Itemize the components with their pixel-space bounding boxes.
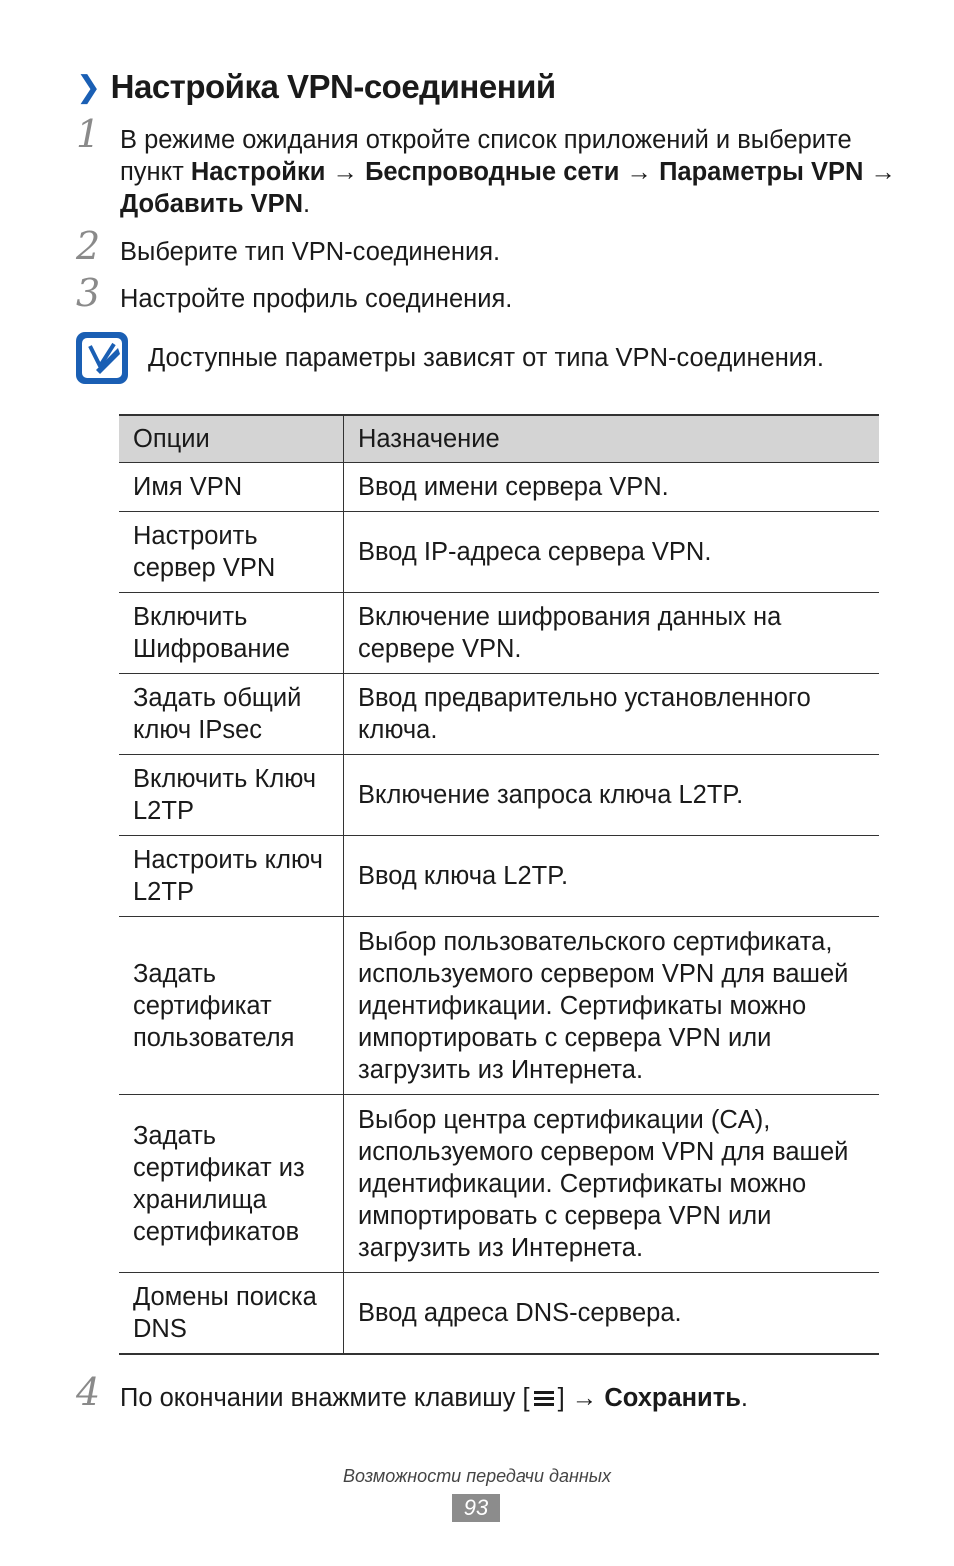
step-number: 4	[76, 1370, 101, 1414]
arrow: →	[863, 158, 897, 186]
table-row	[119, 917, 879, 1095]
step-text-end: .	[740, 1384, 748, 1412]
step-text: Выберите тип VPN-соединения.	[120, 238, 501, 266]
table-row	[119, 463, 879, 512]
step-4	[76, 1370, 896, 1414]
menu-path-vpn-settings: Параметры VPN	[659, 158, 864, 186]
step-text-part: По окончании внажмите клавишу [	[120, 1384, 530, 1412]
table-row	[119, 1095, 879, 1273]
title-text: Настройка VPN-соединений	[110, 68, 556, 105]
step-text	[120, 124, 896, 220]
arrow: →	[325, 158, 366, 186]
table-row	[119, 593, 879, 674]
option-cell: Задать сертификат пользователя	[119, 917, 344, 1095]
purpose-cell: Включение шифрования данных на сервере VPN.	[344, 593, 880, 674]
step-text-part: В режиме ожидания откройте список приложений и выберите пункт	[120, 126, 852, 186]
purpose-cell: Выбор пользовательского сертификата, используемого сервером VPN для вашей идентификации. Сертификаты можно импортировать с сервера VPN или загрузить из Интернета.	[344, 917, 880, 1095]
table-row	[119, 836, 879, 917]
step-text-part: ] →	[557, 1384, 605, 1412]
purpose-cell: Включение запроса ключа L2TP.	[344, 755, 880, 836]
column-header-purpose: Назначение	[344, 415, 880, 463]
option-cell: Задать общий ключ IPsec	[119, 674, 344, 755]
purpose-cell: Выбор центра сертификации (CA), используемого сервером VPN для вашей идентификации. Сертификаты можно импортировать с сервера VPN или загрузить из Интернета.	[344, 1095, 880, 1273]
table-row	[119, 674, 879, 755]
purpose-cell: Ввод ключа L2TP.	[344, 836, 880, 917]
option-cell: Настроить ключ L2TP	[119, 836, 344, 917]
note-icon	[74, 330, 130, 386]
table-row	[119, 755, 879, 836]
step-number: 1	[76, 112, 101, 156]
step-number: 3	[76, 271, 101, 315]
table-row	[119, 1273, 879, 1355]
menu-path-wireless: Беспроводные сети	[365, 158, 620, 186]
option-cell: Задать сертификат из хранилища сертификатов	[119, 1095, 344, 1273]
menu-path-settings: Настройки	[190, 158, 326, 186]
option-cell: Включить Шифрование	[119, 593, 344, 674]
step-number: 2	[76, 224, 101, 268]
page-title	[76, 68, 556, 106]
save-label: Сохранить	[604, 1384, 741, 1412]
footer-section-title: Возможности передачи данных	[342, 1466, 612, 1486]
step-text: Настройте профиль соединения.	[120, 285, 513, 313]
purpose-cell: Ввод адреса DNS-сервера.	[344, 1273, 880, 1355]
step-1	[76, 112, 897, 220]
arrow: →	[619, 158, 660, 186]
option-cell: Включить Ключ L2TP	[119, 755, 344, 836]
option-cell: Имя VPN	[119, 463, 344, 512]
note-text: Доступные параметры зависят от типа VPN-соединения.	[148, 344, 824, 372]
purpose-cell: Ввод имени сервера VPN.	[344, 463, 880, 512]
step-3	[76, 271, 896, 315]
step-text	[120, 1382, 896, 1414]
note-block	[74, 330, 894, 386]
table-row	[119, 512, 879, 593]
page-number: 93	[452, 1494, 500, 1522]
purpose-cell: Ввод IP-адреса сервера VPN.	[344, 512, 880, 593]
menu-key-icon	[530, 1388, 558, 1410]
step-text-end: .	[303, 190, 311, 218]
option-cell: Настроить сервер VPN	[119, 512, 344, 593]
purpose-cell: Ввод предварительно установленного ключа.	[344, 674, 880, 755]
options-table	[119, 414, 879, 1355]
menu-path-add-vpn: Добавить VPN	[120, 190, 304, 218]
chevron-right-icon: ❯	[76, 70, 101, 104]
column-header-options: Опции	[119, 415, 344, 463]
option-cell: Домены поиска DNS	[119, 1273, 344, 1355]
table-header-row	[119, 415, 879, 463]
step-2	[76, 224, 896, 268]
